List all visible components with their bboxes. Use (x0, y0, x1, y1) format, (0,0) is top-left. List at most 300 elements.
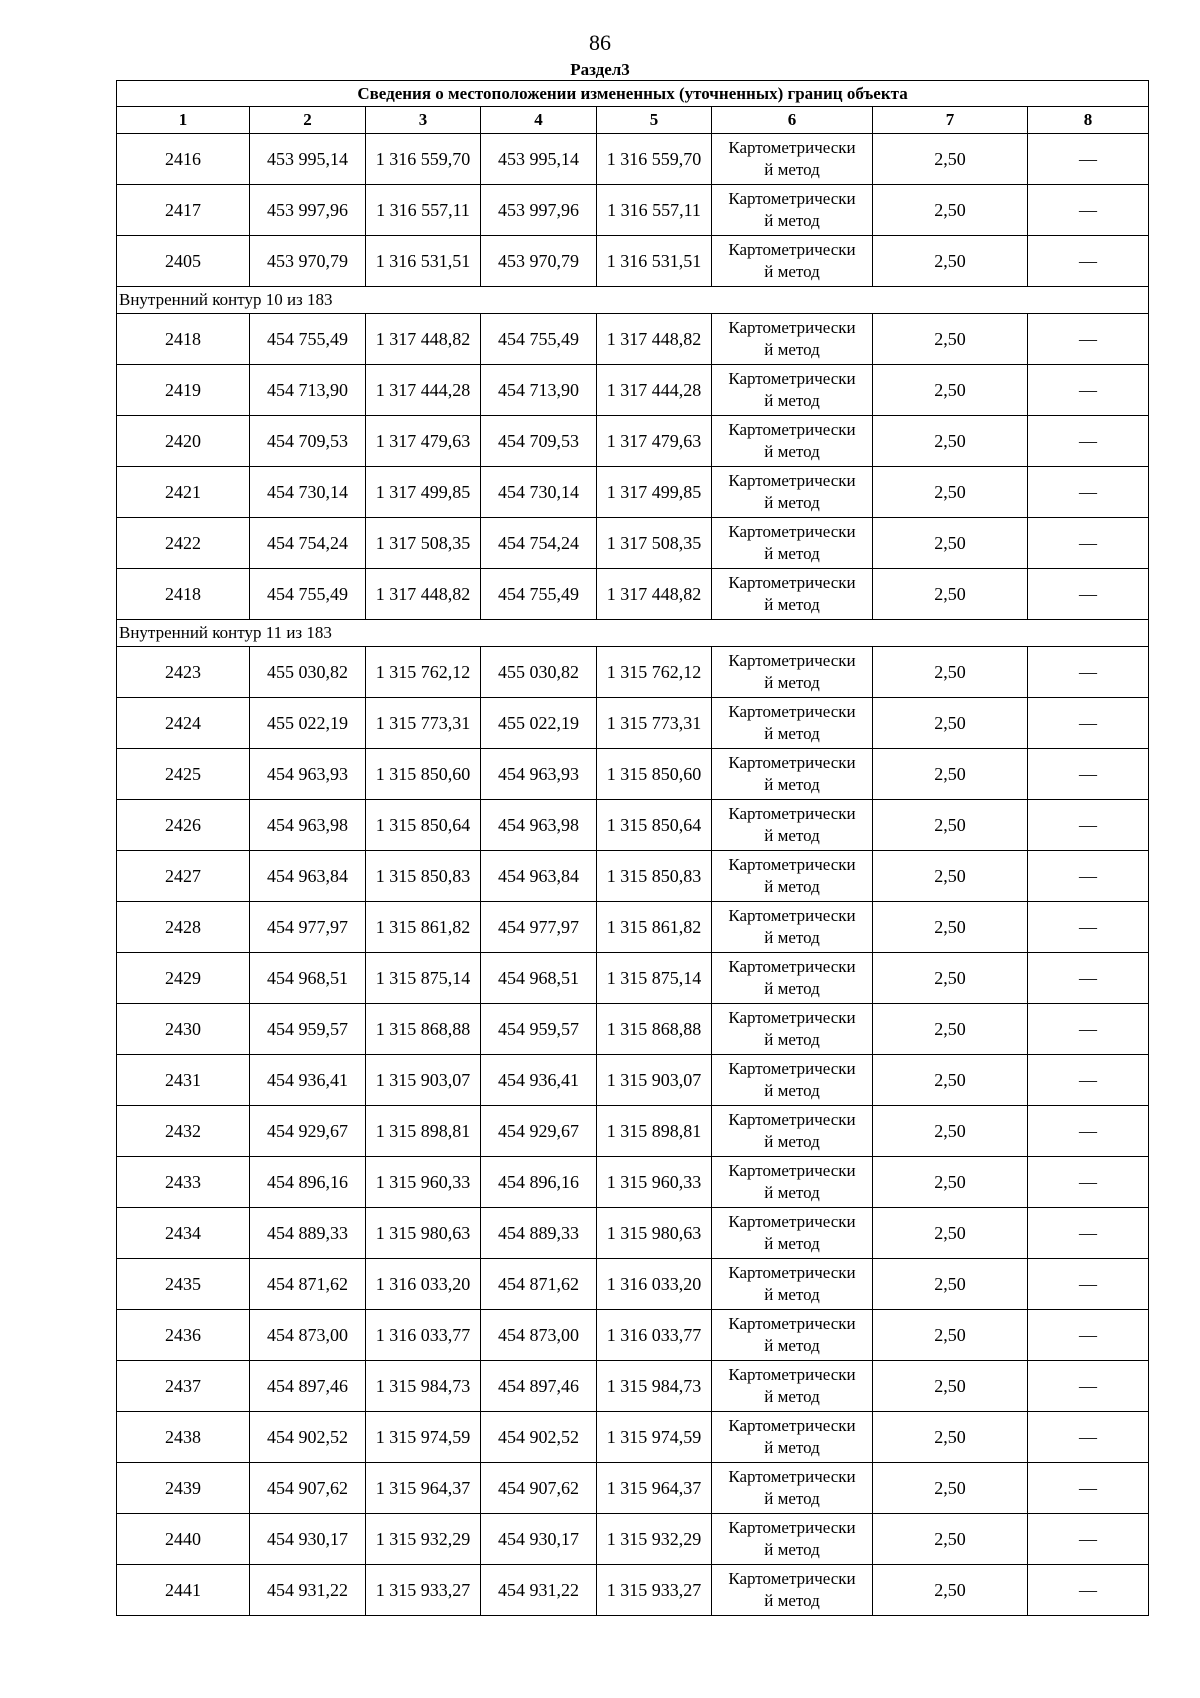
method-cell (712, 1361, 873, 1412)
y-existing-cell: 1 315 932,29 (366, 1514, 481, 1565)
contour-row (117, 287, 1149, 314)
y-refined-cell: 1 315 980,63 (597, 1208, 712, 1259)
y-refined-cell: 1 316 559,70 (597, 134, 712, 185)
y-existing-cell: 1 316 033,20 (366, 1259, 481, 1310)
x-refined-cell: 453 995,14 (481, 134, 597, 185)
x-existing-cell: 453 970,79 (250, 236, 366, 287)
column-header: 6 (712, 107, 873, 134)
table-row (117, 1208, 1149, 1259)
y-refined-cell: 1 317 448,82 (597, 569, 712, 620)
empty-dash-cell: — (1028, 1055, 1149, 1106)
method-cell (712, 902, 873, 953)
y-refined-cell: 1 315 868,88 (597, 1004, 712, 1055)
empty-dash-cell: — (1028, 698, 1149, 749)
contour-row (117, 620, 1149, 647)
table-row (117, 1463, 1149, 1514)
section-label: Раздел3 (570, 60, 630, 79)
method-text-line2: й метод (764, 595, 820, 614)
y-existing-cell: 1 315 850,64 (366, 800, 481, 851)
method-cell (712, 569, 873, 620)
y-existing-cell: 1 316 033,77 (366, 1310, 481, 1361)
x-refined-cell: 454 889,33 (481, 1208, 597, 1259)
method-text-line2: й метод (764, 724, 820, 743)
method-cell (712, 698, 873, 749)
table-row (117, 749, 1149, 800)
table-row (117, 467, 1149, 518)
x-refined-cell: 453 997,96 (481, 185, 597, 236)
table-row (117, 569, 1149, 620)
x-refined-cell: 454 755,49 (481, 569, 597, 620)
x-existing-cell: 454 930,17 (250, 1514, 366, 1565)
x-refined-cell: 455 030,82 (481, 647, 597, 698)
x-refined-cell: 454 896,16 (481, 1157, 597, 1208)
precision-cell: 2,50 (873, 953, 1028, 1004)
table-row (117, 1106, 1149, 1157)
x-existing-cell: 454 873,00 (250, 1310, 366, 1361)
method-cell (712, 1157, 873, 1208)
method-text-line1: Картометрически (728, 1110, 856, 1129)
method-text-line1: Картометрически (728, 1416, 856, 1435)
y-refined-cell: 1 315 875,14 (597, 953, 712, 1004)
method-cell (712, 953, 873, 1004)
table-row (117, 1310, 1149, 1361)
point-number-cell: 2422 (117, 518, 250, 569)
method-text-line1: Картометрически (728, 420, 856, 439)
method-cell (712, 1514, 873, 1565)
empty-dash-cell: — (1028, 134, 1149, 185)
x-existing-cell: 453 997,96 (250, 185, 366, 236)
method-text-line1: Картометрически (728, 1365, 856, 1384)
x-refined-cell: 454 873,00 (481, 1310, 597, 1361)
method-cell (712, 1463, 873, 1514)
empty-dash-cell: — (1028, 1565, 1149, 1616)
point-number-cell: 2432 (117, 1106, 250, 1157)
empty-dash-cell: — (1028, 416, 1149, 467)
x-existing-cell: 454 871,62 (250, 1259, 366, 1310)
x-refined-cell: 454 713,90 (481, 365, 597, 416)
precision-cell: 2,50 (873, 1157, 1028, 1208)
x-existing-cell: 454 931,22 (250, 1565, 366, 1616)
table-row (117, 1565, 1149, 1616)
table-row (117, 236, 1149, 287)
y-refined-cell: 1 315 773,31 (597, 698, 712, 749)
y-refined-cell: 1 315 861,82 (597, 902, 712, 953)
method-text-line2: й метод (764, 391, 820, 410)
point-number-cell: 2429 (117, 953, 250, 1004)
x-existing-cell: 454 929,67 (250, 1106, 366, 1157)
column-header: 2 (250, 107, 366, 134)
y-existing-cell: 1 315 984,73 (366, 1361, 481, 1412)
method-text-line2: й метод (764, 262, 820, 281)
method-text-line2: й метод (764, 673, 820, 692)
method-text-line1: Картометрически (728, 855, 856, 874)
x-refined-cell: 454 930,17 (481, 1514, 597, 1565)
point-number-cell: 2418 (117, 569, 250, 620)
point-number-cell: 2441 (117, 1565, 250, 1616)
method-cell (712, 1004, 873, 1055)
x-refined-cell: 454 977,97 (481, 902, 597, 953)
method-text-line2: й метод (764, 1540, 820, 1559)
precision-cell: 2,50 (873, 1004, 1028, 1055)
column-header: 8 (1028, 107, 1149, 134)
method-text-line2: й метод (764, 160, 820, 179)
method-cell (712, 851, 873, 902)
y-existing-cell: 1 315 868,88 (366, 1004, 481, 1055)
empty-dash-cell: — (1028, 1514, 1149, 1565)
method-cell (712, 1106, 873, 1157)
method-text-line2: й метод (764, 1387, 820, 1406)
y-refined-cell: 1 315 932,29 (597, 1514, 712, 1565)
method-text-line2: й метод (764, 1183, 820, 1202)
precision-cell: 2,50 (873, 851, 1028, 902)
method-text-line1: Картометрически (728, 702, 856, 721)
method-text-line1: Картометрически (728, 753, 856, 772)
x-refined-cell: 454 931,22 (481, 1565, 597, 1616)
point-number-cell: 2434 (117, 1208, 250, 1259)
x-refined-cell: 454 709,53 (481, 416, 597, 467)
empty-dash-cell: — (1028, 1106, 1149, 1157)
y-refined-cell: 1 315 850,60 (597, 749, 712, 800)
y-refined-cell: 1 317 448,82 (597, 314, 712, 365)
empty-dash-cell: — (1028, 1259, 1149, 1310)
y-existing-cell: 1 315 974,59 (366, 1412, 481, 1463)
precision-cell: 2,50 (873, 185, 1028, 236)
table-row (117, 1514, 1149, 1565)
point-number-cell: 2416 (117, 134, 250, 185)
method-cell (712, 647, 873, 698)
x-refined-cell: 454 963,98 (481, 800, 597, 851)
precision-cell: 2,50 (873, 365, 1028, 416)
y-existing-cell: 1 317 444,28 (366, 365, 481, 416)
precision-cell: 2,50 (873, 1361, 1028, 1412)
table-row (117, 314, 1149, 365)
x-refined-cell: 455 022,19 (481, 698, 597, 749)
precision-cell: 2,50 (873, 800, 1028, 851)
x-refined-cell: 454 755,49 (481, 314, 597, 365)
x-existing-cell: 454 977,97 (250, 902, 366, 953)
table-row (117, 1361, 1149, 1412)
point-number-cell: 2418 (117, 314, 250, 365)
table-row (117, 518, 1149, 569)
y-existing-cell: 1 315 980,63 (366, 1208, 481, 1259)
x-refined-cell: 454 754,24 (481, 518, 597, 569)
column-header: 5 (597, 107, 712, 134)
point-number-cell: 2439 (117, 1463, 250, 1514)
precision-cell: 2,50 (873, 749, 1028, 800)
point-number-cell: 2421 (117, 467, 250, 518)
x-existing-cell: 454 889,33 (250, 1208, 366, 1259)
x-existing-cell: 454 963,84 (250, 851, 366, 902)
method-text-line2: й метод (764, 775, 820, 794)
y-refined-cell: 1 315 903,07 (597, 1055, 712, 1106)
method-text-line2: й метод (764, 1336, 820, 1355)
y-refined-cell: 1 316 531,51 (597, 236, 712, 287)
empty-dash-cell: — (1028, 569, 1149, 620)
method-text-line2: й метод (764, 1132, 820, 1151)
point-number-cell: 2440 (117, 1514, 250, 1565)
page-number: 86 (589, 30, 611, 55)
method-text-line1: Картометрически (728, 804, 856, 823)
empty-dash-cell: — (1028, 1310, 1149, 1361)
y-refined-cell: 1 315 960,33 (597, 1157, 712, 1208)
x-refined-cell: 454 897,46 (481, 1361, 597, 1412)
method-text-line1: Картометрически (728, 189, 856, 208)
column-header: 1 (117, 107, 250, 134)
empty-dash-cell: — (1028, 185, 1149, 236)
table-row (117, 365, 1149, 416)
point-number-cell: 2438 (117, 1412, 250, 1463)
precision-cell: 2,50 (873, 134, 1028, 185)
y-existing-cell: 1 315 898,81 (366, 1106, 481, 1157)
empty-dash-cell: — (1028, 467, 1149, 518)
table-row (117, 1004, 1149, 1055)
method-text-line1: Картометрически (728, 651, 856, 670)
method-text-line1: Картометрически (728, 471, 856, 490)
x-refined-cell: 454 929,67 (481, 1106, 597, 1157)
point-number-cell: 2417 (117, 185, 250, 236)
empty-dash-cell: — (1028, 518, 1149, 569)
method-text-line2: й метод (764, 1285, 820, 1304)
x-existing-cell: 454 902,52 (250, 1412, 366, 1463)
x-refined-cell: 454 871,62 (481, 1259, 597, 1310)
y-existing-cell: 1 317 479,63 (366, 416, 481, 467)
y-refined-cell: 1 315 850,64 (597, 800, 712, 851)
precision-cell: 2,50 (873, 1463, 1028, 1514)
method-text-line1: Картометрически (728, 1008, 856, 1027)
column-header: 7 (873, 107, 1028, 134)
x-refined-cell: 453 970,79 (481, 236, 597, 287)
method-cell (712, 236, 873, 287)
method-cell (712, 416, 873, 467)
point-number-cell: 2419 (117, 365, 250, 416)
method-text-line1: Картометрически (728, 369, 856, 388)
x-existing-cell: 454 754,24 (250, 518, 366, 569)
contour-label: Внутренний контур 11 из 183 (117, 620, 1149, 647)
y-existing-cell: 1 317 499,85 (366, 467, 481, 518)
y-refined-cell: 1 315 933,27 (597, 1565, 712, 1616)
x-existing-cell: 454 709,53 (250, 416, 366, 467)
x-refined-cell: 454 968,51 (481, 953, 597, 1004)
y-existing-cell: 1 317 448,82 (366, 569, 481, 620)
y-existing-cell: 1 315 762,12 (366, 647, 481, 698)
method-text-line2: й метод (764, 979, 820, 998)
method-text-line1: Картометрически (728, 573, 856, 592)
method-text-line1: Картометрически (728, 318, 856, 337)
y-existing-cell: 1 315 850,60 (366, 749, 481, 800)
method-text-line2: й метод (764, 1438, 820, 1457)
y-refined-cell: 1 316 557,11 (597, 185, 712, 236)
table-row (117, 1055, 1149, 1106)
table-row (117, 1157, 1149, 1208)
table-row (117, 1259, 1149, 1310)
empty-dash-cell: — (1028, 902, 1149, 953)
table-title: Сведения о местоположении измененных (уточненных) границ объекта (117, 81, 1149, 107)
x-existing-cell: 455 030,82 (250, 647, 366, 698)
method-text-line1: Картометрически (728, 1212, 856, 1231)
point-number-cell: 2431 (117, 1055, 250, 1106)
precision-cell: 2,50 (873, 1055, 1028, 1106)
method-cell (712, 518, 873, 569)
y-existing-cell: 1 315 875,14 (366, 953, 481, 1004)
precision-cell: 2,50 (873, 902, 1028, 953)
y-existing-cell: 1 317 508,35 (366, 518, 481, 569)
method-text-line1: Картометрически (728, 1263, 856, 1282)
boundary-coordinates-table (116, 80, 1149, 1616)
point-number-cell: 2436 (117, 1310, 250, 1361)
y-existing-cell: 1 315 773,31 (366, 698, 481, 749)
x-existing-cell: 454 755,49 (250, 314, 366, 365)
method-text-line2: й метод (764, 211, 820, 230)
method-text-line1: Картометрически (728, 1161, 856, 1180)
method-text-line2: й метод (764, 928, 820, 947)
y-refined-cell: 1 315 974,59 (597, 1412, 712, 1463)
x-existing-cell: 455 022,19 (250, 698, 366, 749)
table-row (117, 647, 1149, 698)
method-cell (712, 365, 873, 416)
empty-dash-cell: — (1028, 749, 1149, 800)
method-text-line1: Картометрически (728, 957, 856, 976)
y-existing-cell: 1 315 850,83 (366, 851, 481, 902)
precision-cell: 2,50 (873, 569, 1028, 620)
method-cell (712, 314, 873, 365)
x-existing-cell: 454 959,57 (250, 1004, 366, 1055)
method-text-line2: й метод (764, 1081, 820, 1100)
column-header: 3 (366, 107, 481, 134)
y-existing-cell: 1 315 964,37 (366, 1463, 481, 1514)
y-existing-cell: 1 316 559,70 (366, 134, 481, 185)
empty-dash-cell: — (1028, 647, 1149, 698)
empty-dash-cell: — (1028, 1208, 1149, 1259)
y-refined-cell: 1 317 479,63 (597, 416, 712, 467)
method-text-line2: й метод (764, 826, 820, 845)
precision-cell: 2,50 (873, 1106, 1028, 1157)
table-row (117, 185, 1149, 236)
y-existing-cell: 1 317 448,82 (366, 314, 481, 365)
table-row (117, 902, 1149, 953)
y-existing-cell: 1 315 960,33 (366, 1157, 481, 1208)
empty-dash-cell: — (1028, 953, 1149, 1004)
point-number-cell: 2430 (117, 1004, 250, 1055)
empty-dash-cell: — (1028, 1004, 1149, 1055)
precision-cell: 2,50 (873, 698, 1028, 749)
y-refined-cell: 1 315 762,12 (597, 647, 712, 698)
method-cell (712, 1055, 873, 1106)
empty-dash-cell: — (1028, 365, 1149, 416)
precision-cell: 2,50 (873, 1259, 1028, 1310)
precision-cell: 2,50 (873, 236, 1028, 287)
empty-dash-cell: — (1028, 800, 1149, 851)
method-text-line2: й метод (764, 340, 820, 359)
x-refined-cell: 454 963,84 (481, 851, 597, 902)
x-existing-cell: 454 907,62 (250, 1463, 366, 1514)
precision-cell: 2,50 (873, 1208, 1028, 1259)
table-row (117, 416, 1149, 467)
precision-cell: 2,50 (873, 1514, 1028, 1565)
x-refined-cell: 454 963,93 (481, 749, 597, 800)
precision-cell: 2,50 (873, 647, 1028, 698)
y-existing-cell: 1 315 933,27 (366, 1565, 481, 1616)
method-text-line1: Картометрически (728, 1059, 856, 1078)
method-cell (712, 800, 873, 851)
method-cell (712, 1565, 873, 1616)
y-refined-cell: 1 315 850,83 (597, 851, 712, 902)
precision-cell: 2,50 (873, 416, 1028, 467)
method-text-line1: Картометрически (728, 1467, 856, 1486)
x-existing-cell: 454 936,41 (250, 1055, 366, 1106)
column-header: 4 (481, 107, 597, 134)
method-cell (712, 749, 873, 800)
method-text-line2: й метод (764, 544, 820, 563)
x-refined-cell: 454 959,57 (481, 1004, 597, 1055)
y-refined-cell: 1 317 444,28 (597, 365, 712, 416)
x-existing-cell: 454 897,46 (250, 1361, 366, 1412)
table-row (117, 698, 1149, 749)
method-text-line1: Картометрически (728, 1569, 856, 1588)
table-header-row (117, 107, 1149, 134)
empty-dash-cell: — (1028, 1412, 1149, 1463)
method-text-line1: Картометрически (728, 1314, 856, 1333)
contour-label: Внутренний контур 10 из 183 (117, 287, 1149, 314)
precision-cell: 2,50 (873, 1412, 1028, 1463)
x-refined-cell: 454 902,52 (481, 1412, 597, 1463)
method-text-line2: й метод (764, 493, 820, 512)
x-existing-cell: 454 968,51 (250, 953, 366, 1004)
x-existing-cell: 454 713,90 (250, 365, 366, 416)
point-number-cell: 2437 (117, 1361, 250, 1412)
x-existing-cell: 454 896,16 (250, 1157, 366, 1208)
x-existing-cell: 454 730,14 (250, 467, 366, 518)
point-number-cell: 2405 (117, 236, 250, 287)
method-text-line1: Картометрически (728, 138, 856, 157)
method-text-line1: Картометрически (728, 1518, 856, 1537)
table-row (117, 953, 1149, 1004)
table-row (117, 134, 1149, 185)
y-existing-cell: 1 316 531,51 (366, 236, 481, 287)
table-row (117, 851, 1149, 902)
y-existing-cell: 1 316 557,11 (366, 185, 481, 236)
y-existing-cell: 1 315 861,82 (366, 902, 481, 953)
x-existing-cell: 454 963,93 (250, 749, 366, 800)
table-title-row (117, 81, 1149, 107)
method-cell (712, 1259, 873, 1310)
empty-dash-cell: — (1028, 851, 1149, 902)
method-cell (712, 1310, 873, 1361)
point-number-cell: 2426 (117, 800, 250, 851)
y-refined-cell: 1 317 499,85 (597, 467, 712, 518)
empty-dash-cell: — (1028, 1157, 1149, 1208)
precision-cell: 2,50 (873, 314, 1028, 365)
method-text-line2: й метод (764, 1489, 820, 1508)
point-number-cell: 2423 (117, 647, 250, 698)
point-number-cell: 2420 (117, 416, 250, 467)
precision-cell: 2,50 (873, 518, 1028, 569)
x-refined-cell: 454 730,14 (481, 467, 597, 518)
x-existing-cell: 453 995,14 (250, 134, 366, 185)
table-row (117, 800, 1149, 851)
method-cell (712, 134, 873, 185)
method-text-line2: й метод (764, 1234, 820, 1253)
empty-dash-cell: — (1028, 1463, 1149, 1514)
point-number-cell: 2433 (117, 1157, 250, 1208)
method-text-line2: й метод (764, 1030, 820, 1049)
x-refined-cell: 454 907,62 (481, 1463, 597, 1514)
empty-dash-cell: — (1028, 314, 1149, 365)
method-text-line2: й метод (764, 877, 820, 896)
y-refined-cell: 1 317 508,35 (597, 518, 712, 569)
precision-cell: 2,50 (873, 467, 1028, 518)
table-row (117, 1412, 1149, 1463)
method-cell (712, 185, 873, 236)
